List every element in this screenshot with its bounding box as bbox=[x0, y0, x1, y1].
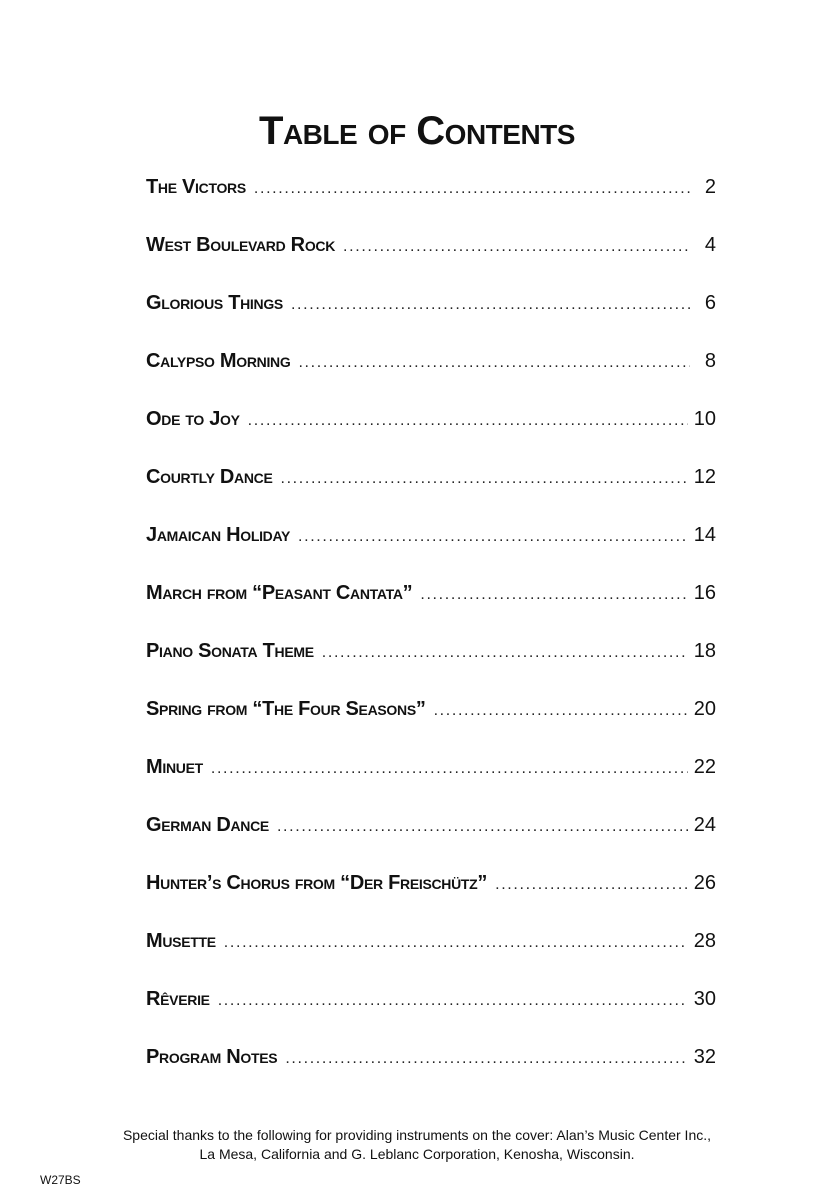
toc-entry bbox=[146, 234, 716, 292]
toc-entry bbox=[146, 176, 716, 234]
dot-leader bbox=[280, 470, 687, 488]
acknowledgement-line: La Mesa, California and G. Leblanc Corporation, Kenosha, Wisconsin. bbox=[199, 1146, 635, 1162]
toc-entry bbox=[146, 756, 716, 814]
dot-leader bbox=[285, 1050, 687, 1068]
dot-leader bbox=[322, 644, 688, 662]
toc-entry-title: Glorious Things bbox=[146, 292, 283, 314]
toc-entry-page: 6 bbox=[704, 292, 716, 314]
dot-leader bbox=[420, 586, 687, 604]
toc-entry-title: Minuet bbox=[146, 756, 203, 778]
toc-entry-page: 26 bbox=[693, 872, 716, 894]
acknowledgement-note bbox=[0, 1126, 834, 1164]
dot-leader bbox=[254, 180, 690, 198]
dot-leader bbox=[218, 992, 688, 1010]
toc-entry-title: Hunter’s Chorus from “Der Freischütz” bbox=[146, 872, 488, 894]
toc-entry bbox=[146, 350, 716, 408]
toc-entry bbox=[146, 814, 716, 872]
toc-entry-title: Jamaican Holiday bbox=[146, 524, 291, 546]
toc-entry bbox=[146, 466, 716, 524]
dot-leader bbox=[298, 354, 690, 372]
toc-entry-title: Courtly Dance bbox=[146, 466, 273, 488]
dot-leader bbox=[224, 934, 688, 952]
toc-entry-page: 18 bbox=[693, 640, 716, 662]
toc-entry-title: Rêverie bbox=[146, 988, 210, 1010]
toc-entry-page: 12 bbox=[693, 466, 716, 488]
toc-entry bbox=[146, 524, 716, 582]
table-of-contents bbox=[146, 176, 716, 1104]
toc-entry bbox=[146, 292, 716, 350]
toc-entry bbox=[146, 408, 716, 466]
toc-entry-page: 28 bbox=[693, 930, 716, 952]
dot-leader bbox=[343, 238, 690, 256]
toc-entry-page: 14 bbox=[693, 524, 716, 546]
toc-entry-title: Ode to Joy bbox=[146, 408, 240, 430]
toc-entry bbox=[146, 1046, 716, 1104]
toc-entry-page: 32 bbox=[693, 1046, 716, 1068]
dot-leader bbox=[277, 818, 688, 836]
dot-leader bbox=[291, 296, 690, 314]
toc-entry-title: March from “Peasant Cantata” bbox=[146, 582, 413, 604]
toc-entry-page: 30 bbox=[693, 988, 716, 1010]
toc-entry-title: Spring from “The Four Seasons” bbox=[146, 698, 426, 720]
toc-entry-page: 2 bbox=[704, 176, 716, 198]
toc-entry-page: 8 bbox=[704, 350, 716, 372]
dot-leader bbox=[298, 528, 688, 546]
toc-entry bbox=[146, 988, 716, 1046]
toc-entry bbox=[146, 582, 716, 640]
toc-entry-title: Musette bbox=[146, 930, 216, 952]
toc-entry-title: Calypso Morning bbox=[146, 350, 291, 372]
toc-entry-page: 10 bbox=[693, 408, 716, 430]
toc-entry-title: German Dance bbox=[146, 814, 269, 836]
toc-entry-page: 16 bbox=[693, 582, 716, 604]
toc-entry-title: Piano Sonata Theme bbox=[146, 640, 314, 662]
acknowledgement-line: Special thanks to the following for providing instruments on the cover: Alan’s Music Center Inc., bbox=[122, 1127, 712, 1143]
toc-entry-title: The Victors bbox=[146, 176, 246, 198]
dot-leader bbox=[248, 412, 688, 430]
catalog-code: W27BS bbox=[40, 1173, 81, 1187]
toc-entry bbox=[146, 930, 716, 988]
toc-entry bbox=[146, 698, 716, 756]
toc-entry-page: 22 bbox=[693, 756, 716, 778]
toc-entry-page: 24 bbox=[693, 814, 716, 836]
toc-entry-title: Program Notes bbox=[146, 1046, 278, 1068]
dot-leader bbox=[211, 760, 688, 778]
toc-entry-page: 4 bbox=[704, 234, 716, 256]
toc-entry-title: West Boulevard Rock bbox=[146, 234, 336, 256]
dot-leader bbox=[434, 702, 688, 720]
dot-leader bbox=[495, 876, 688, 894]
toc-entry bbox=[146, 640, 716, 698]
toc-entry bbox=[146, 872, 716, 930]
toc-entry-page: 20 bbox=[693, 698, 716, 720]
page-title: Table of Contents bbox=[259, 108, 575, 153]
